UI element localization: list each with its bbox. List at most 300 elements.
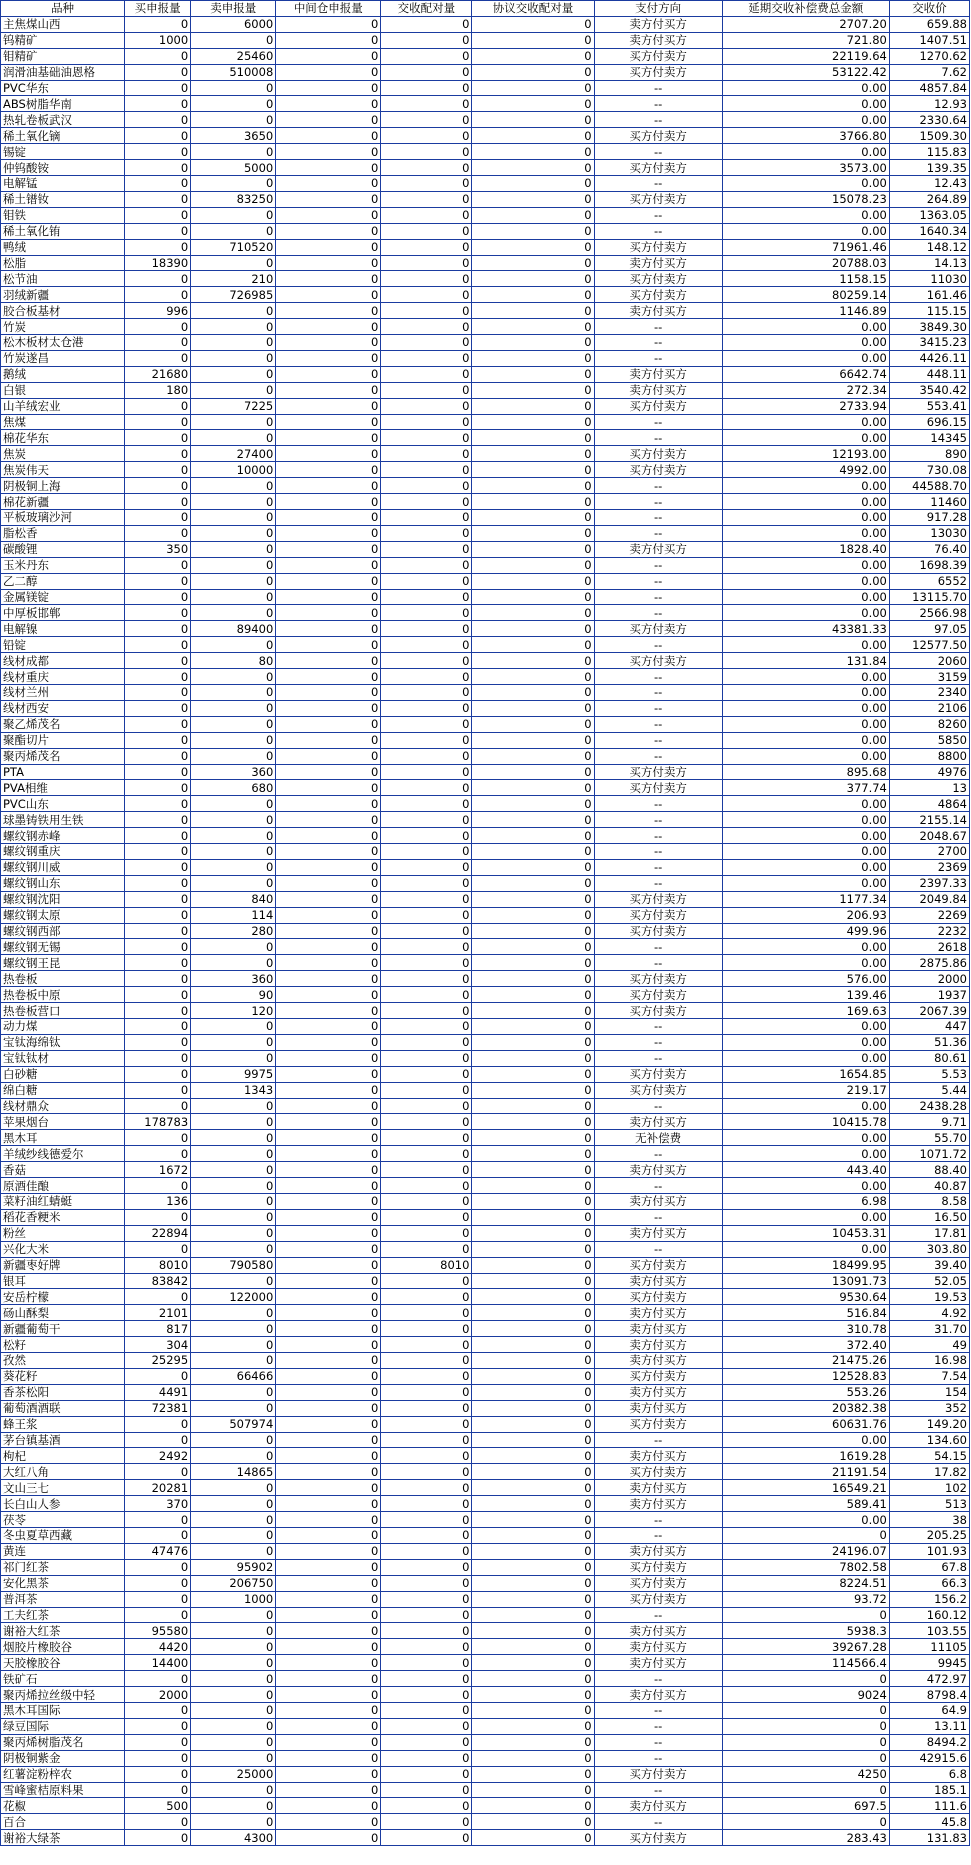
- cell-buy-declared: 0: [125, 1591, 191, 1607]
- cell-delivery-matched: 0: [381, 923, 472, 939]
- cell-buy-declared: 0: [125, 175, 191, 191]
- cell-delivery-price: 4976: [889, 764, 969, 780]
- cell-delivery-price: 4.92: [889, 1305, 969, 1321]
- cell-sell-declared: 25000: [191, 1766, 276, 1782]
- cell-delivery-matched: 0: [381, 1416, 472, 1432]
- cell-sell-declared: 790580: [191, 1257, 276, 1273]
- cell-product: 阴极铜紫金: [1, 1750, 125, 1766]
- cell-agreement-matched: 0: [472, 1114, 594, 1130]
- cell-delivery-price: 9.71: [889, 1114, 969, 1130]
- cell-intermediate-declared: 0: [276, 223, 381, 239]
- cell-product: 兴化大米: [1, 1241, 125, 1257]
- cell-delivery-matched: 0: [381, 1321, 472, 1337]
- cell-payment-direction: 卖方付买方: [594, 32, 722, 48]
- cell-compensation-total: 131.84: [722, 653, 889, 669]
- cell-sell-declared: 0: [191, 557, 276, 573]
- cell-product: 螺纹钢赤峰: [1, 828, 125, 844]
- cell-compensation-total: 0.00: [722, 319, 889, 335]
- cell-agreement-matched: 0: [472, 1814, 594, 1830]
- cell-agreement-matched: 0: [472, 128, 594, 144]
- cell-delivery-matched: 0: [381, 732, 472, 748]
- cell-sell-declared: 0: [191, 1496, 276, 1512]
- cell-sell-declared: 0: [191, 1702, 276, 1718]
- table-row: [1, 1432, 970, 1448]
- cell-delivery-matched: 0: [381, 1019, 472, 1035]
- cell-agreement-matched: 0: [472, 621, 594, 637]
- cell-agreement-matched: 0: [472, 700, 594, 716]
- cell-delivery-price: 6.8: [889, 1766, 969, 1782]
- cell-delivery-price: 8800: [889, 748, 969, 764]
- table-row: [1, 732, 970, 748]
- cell-intermediate-declared: 0: [276, 510, 381, 526]
- cell-sell-declared: 120: [191, 1003, 276, 1019]
- cell-buy-declared: 0: [125, 987, 191, 1003]
- cell-delivery-matched: 0: [381, 573, 472, 589]
- cell-product: 鸭绒: [1, 239, 125, 255]
- cell-delivery-matched: 0: [381, 525, 472, 541]
- cell-product: 铅锭: [1, 637, 125, 653]
- cell-product: 羽绒新疆: [1, 287, 125, 303]
- cell-buy-declared: 0: [125, 1575, 191, 1591]
- cell-buy-declared: 8010: [125, 1257, 191, 1273]
- cell-agreement-matched: 0: [472, 1384, 594, 1400]
- table-row: [1, 844, 970, 860]
- cell-sell-declared: 0: [191, 700, 276, 716]
- table-row: [1, 589, 970, 605]
- cell-buy-declared: 0: [125, 430, 191, 446]
- cell-sell-declared: 0: [191, 1718, 276, 1734]
- cell-payment-direction: 买方付卖方: [594, 271, 722, 287]
- cell-compensation-total: 5938.3: [722, 1623, 889, 1639]
- cell-delivery-matched: 0: [381, 971, 472, 987]
- cell-sell-declared: 3650: [191, 128, 276, 144]
- cell-buy-declared: 0: [125, 1464, 191, 1480]
- cell-sell-declared: 0: [191, 1305, 276, 1321]
- cell-delivery-matched: 0: [381, 462, 472, 478]
- cell-delivery-matched: 0: [381, 1543, 472, 1559]
- cell-buy-declared: 0: [125, 446, 191, 462]
- cell-compensation-total: 0: [722, 1671, 889, 1687]
- cell-agreement-matched: 0: [472, 382, 594, 398]
- cell-sell-declared: 89400: [191, 621, 276, 637]
- cell-intermediate-declared: 0: [276, 812, 381, 828]
- cell-compensation-total: 0.00: [722, 175, 889, 191]
- cell-payment-direction: 买方付卖方: [594, 907, 722, 923]
- cell-buy-declared: 178783: [125, 1114, 191, 1130]
- cell-compensation-total: 169.63: [722, 1003, 889, 1019]
- cell-intermediate-declared: 0: [276, 1178, 381, 1194]
- cell-delivery-price: 1937: [889, 987, 969, 1003]
- cell-sell-declared: 0: [191, 1225, 276, 1241]
- cell-payment-direction: 卖方付买方: [594, 366, 722, 382]
- cell-intermediate-declared: 0: [276, 732, 381, 748]
- cell-sell-declared: 122000: [191, 1289, 276, 1305]
- table-row: [1, 907, 970, 923]
- cell-product: 棉花新疆: [1, 494, 125, 510]
- cell-intermediate-declared: 0: [276, 271, 381, 287]
- cell-product: 工夫红茶: [1, 1607, 125, 1623]
- cell-agreement-matched: 0: [472, 1512, 594, 1528]
- cell-buy-declared: 0: [125, 319, 191, 335]
- cell-intermediate-declared: 0: [276, 80, 381, 96]
- cell-delivery-matched: 0: [381, 1034, 472, 1050]
- cell-payment-direction: --: [594, 557, 722, 573]
- cell-delivery-matched: 0: [381, 557, 472, 573]
- cell-agreement-matched: 0: [472, 955, 594, 971]
- cell-payment-direction: --: [594, 605, 722, 621]
- header-intermediate-declared: 中间仓申报量: [276, 1, 381, 17]
- cell-delivery-matched: 0: [381, 112, 472, 128]
- cell-intermediate-declared: 0: [276, 478, 381, 494]
- table-row: [1, 1257, 970, 1273]
- cell-delivery-matched: 0: [381, 1575, 472, 1591]
- cell-delivery-matched: 0: [381, 812, 472, 828]
- cell-payment-direction: 买方付卖方: [594, 446, 722, 462]
- cell-product: PVC华东: [1, 80, 125, 96]
- cell-delivery-matched: 0: [381, 271, 472, 287]
- cell-sell-declared: 0: [191, 223, 276, 239]
- cell-delivery-matched: 0: [381, 1798, 472, 1814]
- cell-sell-declared: 0: [191, 796, 276, 812]
- cell-delivery-matched: 0: [381, 303, 472, 319]
- cell-compensation-total: 0.00: [722, 589, 889, 605]
- table-row: [1, 573, 970, 589]
- cell-delivery-price: 2566.98: [889, 605, 969, 621]
- cell-product: 宝钛钛材: [1, 1050, 125, 1066]
- cell-delivery-price: 13030: [889, 525, 969, 541]
- cell-product: 文山三七: [1, 1480, 125, 1496]
- cell-delivery-price: 352: [889, 1400, 969, 1416]
- cell-compensation-total: 443.40: [722, 1162, 889, 1178]
- cell-compensation-total: 0.00: [722, 1130, 889, 1146]
- cell-buy-declared: 0: [125, 1718, 191, 1734]
- cell-compensation-total: 0: [722, 1702, 889, 1718]
- cell-buy-declared: 0: [125, 1146, 191, 1162]
- cell-intermediate-declared: 0: [276, 1496, 381, 1512]
- cell-intermediate-declared: 0: [276, 859, 381, 875]
- cell-intermediate-declared: 0: [276, 1671, 381, 1687]
- cell-product: 阴极铜上海: [1, 478, 125, 494]
- cell-sell-declared: 0: [191, 1241, 276, 1257]
- cell-delivery-matched: 0: [381, 319, 472, 335]
- cell-buy-declared: 0: [125, 1082, 191, 1098]
- cell-intermediate-declared: 0: [276, 287, 381, 303]
- cell-sell-declared: 0: [191, 1448, 276, 1464]
- cell-payment-direction: 买方付卖方: [594, 1559, 722, 1575]
- cell-intermediate-declared: 0: [276, 175, 381, 191]
- cell-buy-declared: 83842: [125, 1273, 191, 1289]
- cell-compensation-total: 0.00: [722, 430, 889, 446]
- cell-intermediate-declared: 0: [276, 239, 381, 255]
- cell-payment-direction: 卖方付买方: [594, 255, 722, 271]
- cell-buy-declared: 0: [125, 112, 191, 128]
- cell-intermediate-declared: 0: [276, 1432, 381, 1448]
- cell-compensation-total: 576.00: [722, 971, 889, 987]
- cell-agreement-matched: 0: [472, 1464, 594, 1480]
- table-row: [1, 1448, 970, 1464]
- cell-delivery-matched: 0: [381, 32, 472, 48]
- cell-delivery-matched: 0: [381, 1480, 472, 1496]
- cell-payment-direction: 卖方付买方: [594, 1448, 722, 1464]
- cell-product: 谢裕大红茶: [1, 1623, 125, 1639]
- table-row: [1, 1591, 970, 1607]
- cell-product: 钼铁: [1, 207, 125, 223]
- cell-intermediate-declared: 0: [276, 16, 381, 32]
- cell-sell-declared: 0: [191, 748, 276, 764]
- cell-agreement-matched: 0: [472, 144, 594, 160]
- cell-delivery-price: 1509.30: [889, 128, 969, 144]
- cell-compensation-total: 114566.4: [722, 1655, 889, 1671]
- cell-agreement-matched: 0: [472, 907, 594, 923]
- cell-buy-declared: 4491: [125, 1384, 191, 1400]
- cell-delivery-matched: 0: [381, 1368, 472, 1384]
- cell-delivery-price: 5.53: [889, 1066, 969, 1082]
- cell-delivery-price: 8494.2: [889, 1734, 969, 1750]
- cell-payment-direction: --: [594, 494, 722, 510]
- cell-compensation-total: 0.00: [722, 637, 889, 653]
- table-row: [1, 494, 970, 510]
- cell-buy-declared: 0: [125, 1766, 191, 1782]
- cell-payment-direction: --: [594, 1178, 722, 1194]
- cell-sell-declared: 0: [191, 1384, 276, 1400]
- cell-compensation-total: 0.00: [722, 700, 889, 716]
- table-row: [1, 684, 970, 700]
- table-header-row: [1, 1, 970, 17]
- cell-product: 球墨铸铁用生铁: [1, 812, 125, 828]
- cell-buy-declared: 0: [125, 48, 191, 64]
- cell-payment-direction: --: [594, 1671, 722, 1687]
- cell-product: 胶合板基材: [1, 303, 125, 319]
- cell-buy-declared: 0: [125, 494, 191, 510]
- cell-delivery-matched: 0: [381, 1607, 472, 1623]
- cell-delivery-matched: 0: [381, 1528, 472, 1544]
- cell-product: 松木板材太仓港: [1, 335, 125, 351]
- table-row: [1, 939, 970, 955]
- cell-delivery-price: 1407.51: [889, 32, 969, 48]
- cell-agreement-matched: 0: [472, 891, 594, 907]
- cell-buy-declared: 0: [125, 510, 191, 526]
- cell-compensation-total: 4992.00: [722, 462, 889, 478]
- cell-payment-direction: --: [594, 414, 722, 430]
- cell-product: 新疆枣好牌: [1, 1257, 125, 1273]
- cell-buy-declared: 0: [125, 191, 191, 207]
- cell-intermediate-declared: 0: [276, 764, 381, 780]
- cell-compensation-total: 21475.26: [722, 1353, 889, 1369]
- cell-product: 谢裕大绿茶: [1, 1830, 125, 1846]
- cell-buy-declared: 0: [125, 716, 191, 732]
- cell-payment-direction: 买方付卖方: [594, 653, 722, 669]
- cell-agreement-matched: 0: [472, 1066, 594, 1082]
- cell-delivery-matched: 0: [381, 510, 472, 526]
- cell-delivery-matched: 0: [381, 255, 472, 271]
- cell-agreement-matched: 0: [472, 414, 594, 430]
- cell-agreement-matched: 0: [472, 716, 594, 732]
- cell-buy-declared: 0: [125, 1528, 191, 1544]
- cell-delivery-matched: 8010: [381, 1257, 472, 1273]
- cell-compensation-total: 0.00: [722, 478, 889, 494]
- cell-agreement-matched: 0: [472, 780, 594, 796]
- cell-intermediate-declared: 0: [276, 1416, 381, 1432]
- cell-buy-declared: 0: [125, 573, 191, 589]
- cell-delivery-matched: 0: [381, 637, 472, 653]
- cell-intermediate-declared: 0: [276, 669, 381, 685]
- cell-compensation-total: 93.72: [722, 1591, 889, 1607]
- cell-product: 绵白糖: [1, 1082, 125, 1098]
- table-row: [1, 1575, 970, 1591]
- cell-agreement-matched: 0: [472, 1432, 594, 1448]
- cell-payment-direction: --: [594, 939, 722, 955]
- cell-intermediate-declared: 0: [276, 1003, 381, 1019]
- cell-compensation-total: 206.93: [722, 907, 889, 923]
- cell-sell-declared: 114: [191, 907, 276, 923]
- cell-intermediate-declared: 0: [276, 414, 381, 430]
- cell-compensation-total: 0.00: [722, 1178, 889, 1194]
- cell-intermediate-declared: 0: [276, 1098, 381, 1114]
- cell-intermediate-declared: 0: [276, 716, 381, 732]
- table-row: [1, 1130, 970, 1146]
- cell-delivery-price: 55.70: [889, 1130, 969, 1146]
- cell-product: 祁门红茶: [1, 1559, 125, 1575]
- cell-buy-declared: 0: [125, 350, 191, 366]
- cell-delivery-matched: 0: [381, 1384, 472, 1400]
- cell-buy-declared: 0: [125, 700, 191, 716]
- cell-intermediate-declared: 0: [276, 160, 381, 176]
- cell-delivery-matched: 0: [381, 828, 472, 844]
- cell-agreement-matched: 0: [472, 1353, 594, 1369]
- cell-product: 黑木耳: [1, 1130, 125, 1146]
- table-row: [1, 1559, 970, 1575]
- cell-payment-direction: --: [594, 175, 722, 191]
- cell-sell-declared: 0: [191, 80, 276, 96]
- table-row: [1, 287, 970, 303]
- table-row: [1, 335, 970, 351]
- cell-sell-declared: 0: [191, 669, 276, 685]
- cell-intermediate-declared: 0: [276, 971, 381, 987]
- cell-agreement-matched: 0: [472, 653, 594, 669]
- cell-delivery-matched: 0: [381, 859, 472, 875]
- cell-buy-declared: 2101: [125, 1305, 191, 1321]
- cell-sell-declared: 0: [191, 1178, 276, 1194]
- cell-compensation-total: 6642.74: [722, 366, 889, 382]
- cell-agreement-matched: 0: [472, 1321, 594, 1337]
- cell-intermediate-declared: 0: [276, 1575, 381, 1591]
- table-row: [1, 112, 970, 128]
- cell-agreement-matched: 0: [472, 1830, 594, 1846]
- table-row: [1, 1321, 970, 1337]
- cell-agreement-matched: 0: [472, 1734, 594, 1750]
- cell-payment-direction: 买方付卖方: [594, 1591, 722, 1607]
- cell-compensation-total: 20788.03: [722, 255, 889, 271]
- header-payment-direction: 支付方向: [594, 1, 722, 17]
- cell-agreement-matched: 0: [472, 223, 594, 239]
- table-row: [1, 1146, 970, 1162]
- cell-sell-declared: 0: [191, 350, 276, 366]
- table-row: [1, 971, 970, 987]
- cell-agreement-matched: 0: [472, 1368, 594, 1384]
- cell-delivery-price: 97.05: [889, 621, 969, 637]
- cell-payment-direction: 买方付卖方: [594, 398, 722, 414]
- cell-sell-declared: 0: [191, 1193, 276, 1209]
- cell-payment-direction: 买方付卖方: [594, 1830, 722, 1846]
- cell-delivery-price: 13: [889, 780, 969, 796]
- cell-sell-declared: 0: [191, 1209, 276, 1225]
- cell-delivery-price: 11105: [889, 1639, 969, 1655]
- cell-delivery-matched: 0: [381, 1655, 472, 1671]
- cell-delivery-price: 1363.05: [889, 207, 969, 223]
- cell-agreement-matched: 0: [472, 923, 594, 939]
- table-row: [1, 1623, 970, 1639]
- cell-delivery-matched: 0: [381, 1750, 472, 1766]
- cell-product: 香菇: [1, 1162, 125, 1178]
- cell-agreement-matched: 0: [472, 684, 594, 700]
- cell-delivery-matched: 0: [381, 1098, 472, 1114]
- cell-delivery-price: 76.40: [889, 541, 969, 557]
- cell-payment-direction: --: [594, 1209, 722, 1225]
- cell-intermediate-declared: 0: [276, 366, 381, 382]
- cell-buy-declared: 0: [125, 1003, 191, 1019]
- cell-delivery-price: 17.81: [889, 1225, 969, 1241]
- cell-product: 乙二醇: [1, 573, 125, 589]
- cell-delivery-price: 19.53: [889, 1289, 969, 1305]
- cell-compensation-total: 12528.83: [722, 1368, 889, 1384]
- cell-intermediate-declared: 0: [276, 796, 381, 812]
- table-row: [1, 160, 970, 176]
- cell-agreement-matched: 0: [472, 1241, 594, 1257]
- cell-buy-declared: 0: [125, 955, 191, 971]
- cell-sell-declared: 710520: [191, 239, 276, 255]
- cell-delivery-price: 115.83: [889, 144, 969, 160]
- cell-intermediate-declared: 0: [276, 1528, 381, 1544]
- cell-product: 铁矿石: [1, 1671, 125, 1687]
- cell-intermediate-declared: 0: [276, 1448, 381, 1464]
- cell-intermediate-declared: 0: [276, 1543, 381, 1559]
- cell-product: 螺纹钢重庆: [1, 844, 125, 860]
- cell-payment-direction: --: [594, 637, 722, 653]
- cell-buy-declared: 0: [125, 64, 191, 80]
- cell-delivery-price: 13115.70: [889, 589, 969, 605]
- cell-buy-declared: 0: [125, 462, 191, 478]
- table-row: [1, 1814, 970, 1830]
- cell-product: 茯苓: [1, 1512, 125, 1528]
- cell-intermediate-declared: 0: [276, 844, 381, 860]
- cell-sell-declared: 0: [191, 1114, 276, 1130]
- cell-payment-direction: 买方付卖方: [594, 1575, 722, 1591]
- cell-agreement-matched: 0: [472, 1146, 594, 1162]
- cell-product: PTA: [1, 764, 125, 780]
- table-row: [1, 812, 970, 828]
- cell-buy-declared: 0: [125, 780, 191, 796]
- cell-product: 热卷板: [1, 971, 125, 987]
- cell-delivery-matched: 0: [381, 796, 472, 812]
- cell-intermediate-declared: 0: [276, 1019, 381, 1035]
- cell-compensation-total: 0: [722, 1528, 889, 1544]
- cell-buy-declared: 0: [125, 748, 191, 764]
- cell-buy-declared: 0: [125, 1512, 191, 1528]
- cell-compensation-total: 12193.00: [722, 446, 889, 462]
- cell-product: 安岳柠檬: [1, 1289, 125, 1305]
- cell-product: 松节油: [1, 271, 125, 287]
- cell-compensation-total: 219.17: [722, 1082, 889, 1098]
- cell-buy-declared: 0: [125, 1782, 191, 1798]
- cell-delivery-price: 1640.34: [889, 223, 969, 239]
- cell-intermediate-declared: 0: [276, 1337, 381, 1353]
- cell-intermediate-declared: 0: [276, 1353, 381, 1369]
- cell-payment-direction: --: [594, 319, 722, 335]
- cell-agreement-matched: 0: [472, 303, 594, 319]
- cell-payment-direction: 买方付卖方: [594, 1368, 722, 1384]
- cell-delivery-matched: 0: [381, 653, 472, 669]
- cell-compensation-total: 0.00: [722, 716, 889, 732]
